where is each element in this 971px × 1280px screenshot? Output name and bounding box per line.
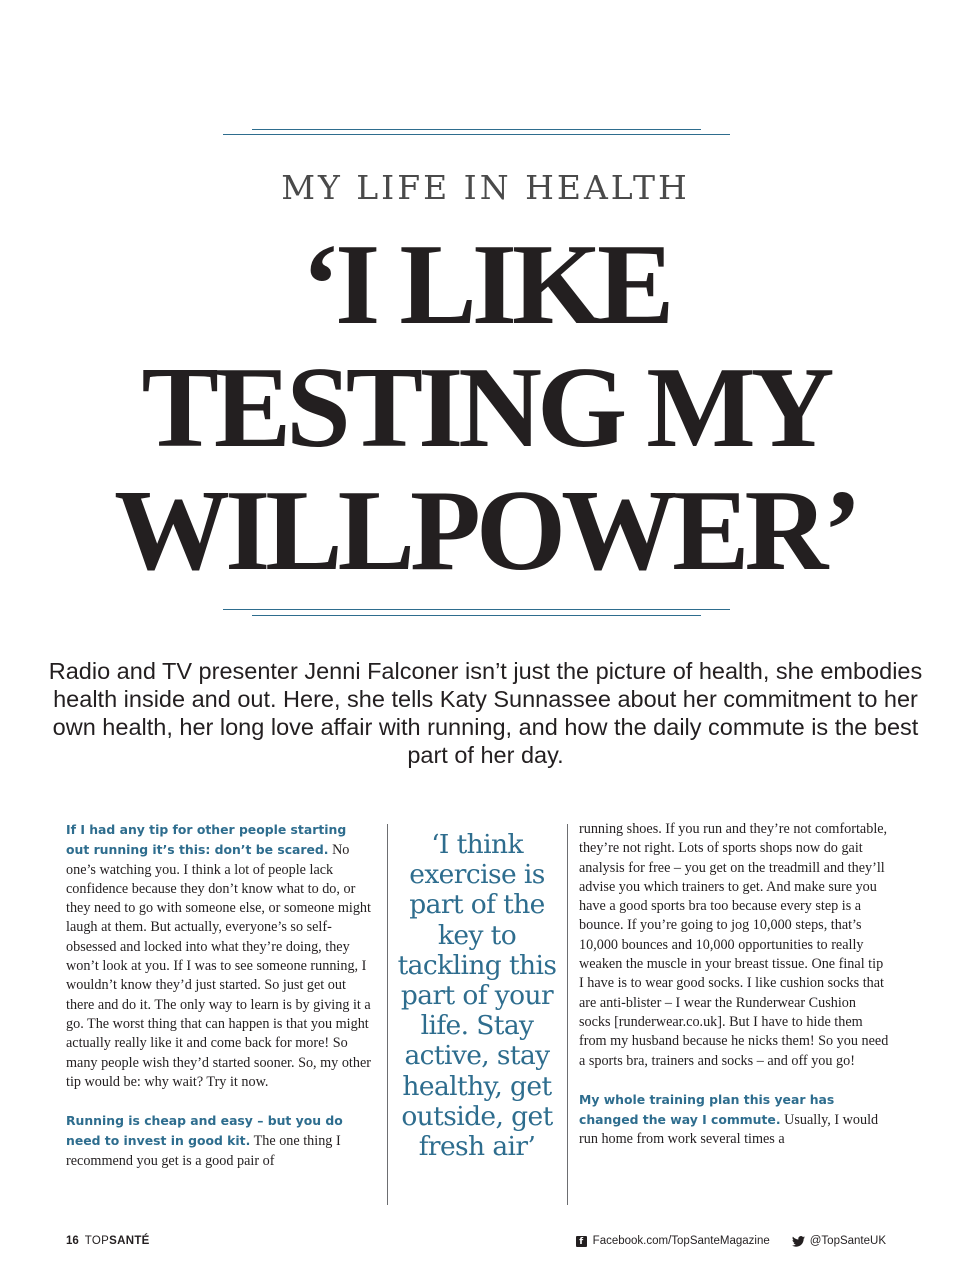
pull-quote: ‘I think exercise is part of the key to tackling this part of your life. Stay active, stay healthy, get outside, get fresh air’	[397, 829, 557, 1163]
top-rule-lower	[252, 129, 701, 130]
paragraph	[66, 820, 372, 1092]
paragraph-lead: My whole training plan this year has changed the way I commute.	[579, 1091, 835, 1128]
headline-line-2: TESTING MY	[141, 344, 830, 472]
column-divider-left	[387, 824, 388, 1205]
headline-line-1: ‘I LIKE	[301, 221, 670, 349]
paragraph-lead: Running is cheap and easy – but you do need to invest in good kit.	[66, 1113, 343, 1149]
paragraph	[579, 820, 891, 1071]
twitter-link[interactable]: @TopSanteUK	[809, 1235, 886, 1247]
magazine-name	[85, 1235, 150, 1247]
paragraph-body: The one thing I recommend you get is a good pair of	[66, 1133, 341, 1169]
social-links	[576, 1235, 886, 1247]
facebook-link[interactable]: Facebook.com/TopSanteMagazine	[592, 1235, 770, 1247]
page-number: 16	[66, 1235, 79, 1247]
body-column-3	[579, 820, 891, 1150]
headline-line-3: WILLPOWER’	[114, 467, 857, 595]
headline	[0, 221, 971, 595]
bottom-rule-upper	[223, 609, 730, 610]
section-kicker: MY LIFE IN HEALTH	[281, 168, 690, 207]
twitter-icon	[792, 1236, 805, 1247]
magazine-name-prefix: TOP	[84, 1235, 110, 1247]
bottom-rule-lower	[252, 615, 701, 616]
paragraph-body: No one’s watching you. I think a lot of people lack confidence because they don’t know what to do, or they need to go with someone else, or someone might laugh at them. But actually, everyone’s so self-obsessed and locked into what they’re doing, they won’t look at you. If I was to see someone running, I wouldn’t know they’d just started. So just get out there and do it. The only way to learn is by giving it a go. The worst thing that can happen is that you might actually really like it and come back for more! So many people wish they’d started sooner. So, my other tip would be: why wait? Try it now.	[66, 842, 371, 1090]
paragraph-body: Usually, I would run home from work several times a	[579, 1112, 879, 1148]
magazine-name-suffix: SANTÉ	[109, 1235, 150, 1247]
paragraph	[66, 1111, 372, 1171]
paragraph	[579, 1090, 891, 1150]
standfirst: Radio and TV presenter Jenni Falconer isn’t just the picture of health, she embodies health inside and out. Here, she tells Katy Sunnassee about her commitment to her own health, her long love affair with running, and how the daily commute is the best part of her day.	[48, 658, 923, 768]
top-rule-upper	[223, 134, 730, 135]
body-column-1	[66, 820, 372, 1171]
paragraph-body: running shoes. If you run and they’re not comfortable, they’re not right. Lots of sports shops now do gait analysis for free – you get on the treadmill and they’ll advise you which trainers to get. And make sure you have a good sports bra too because every step is a bounce. If you’re going to jog 10,000 steps, that’s 10,000 bounces and 10,000 opportunities to really weaken the muscle in your breast tissue. One final tip I have is to wear good socks. I like cushion socks that are anti-blister – I wear the Runderwear Cushion socks [runderwear.co.uk]. But I have to hide them from my husband because he nicks them! So you need a sports bra, trainers and socks – and off you go!	[579, 821, 889, 1069]
facebook-icon: f	[576, 1236, 587, 1247]
paragraph-lead: If I had any tip for other people starting out running it’s this: don’t be scared.	[66, 822, 347, 858]
column-divider-right	[567, 824, 568, 1205]
page-folio	[66, 1235, 150, 1247]
